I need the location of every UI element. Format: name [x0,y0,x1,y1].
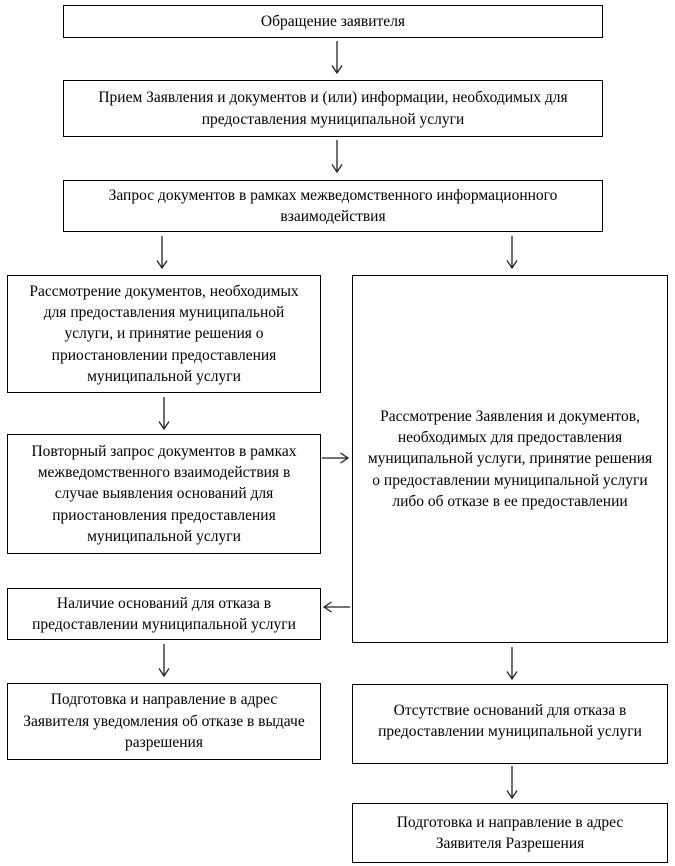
arrow-right-icon [322,450,350,466]
node-send-permit: Подготовка и направление в адрес Заявителя Разрешения [352,803,668,863]
arrow-down-icon [504,647,520,681]
node-review-and-suspend: Рассмотрение документов, необходимых для предоставления муниципальной услуги, и принятие решения о приостановлении предоставления муниципальной услуги [7,275,321,393]
arrow-down-icon [154,236,170,270]
arrow-down-icon [329,140,345,174]
node-repeat-interagency-request: Повторный запрос документов в рамках межведомственного взаимодействия в случае выявления оснований для приостановления предоставления муниципальной услуги [7,434,321,554]
arrow-down-icon [156,644,172,678]
arrow-down-icon [504,766,520,800]
arrow-left-icon [322,599,350,615]
node-accept-application: Прием Заявления и документов и (или) информации, необходимых для предоставления муниципальной услуги [63,80,603,137]
arrow-down-icon [329,41,345,75]
node-review-and-decision: Рассмотрение Заявления и документов, необходимых для предоставления муниципальной услуги, принятие решения о предоставлении муниципальной услуги либо об отказе в ее предоставлении [352,275,668,643]
arrow-down-icon [156,397,172,431]
node-refusal-notice: Подготовка и направление в адрес Заявителя уведомления об отказе в выдаче разрешения [7,683,321,760]
node-no-grounds-for-refusal: Отсутствие оснований для отказа в предоставлении муниципальной услуги [352,684,668,764]
node-grounds-for-refusal: Наличие оснований для отказа в предоставлении муниципальной услуги [7,588,321,640]
arrow-down-icon [504,236,520,270]
node-applicant-request: Обращение заявителя [63,5,603,38]
node-interagency-request: Запрос документов в рамках межведомственного информационного взаимодействия [63,180,603,232]
